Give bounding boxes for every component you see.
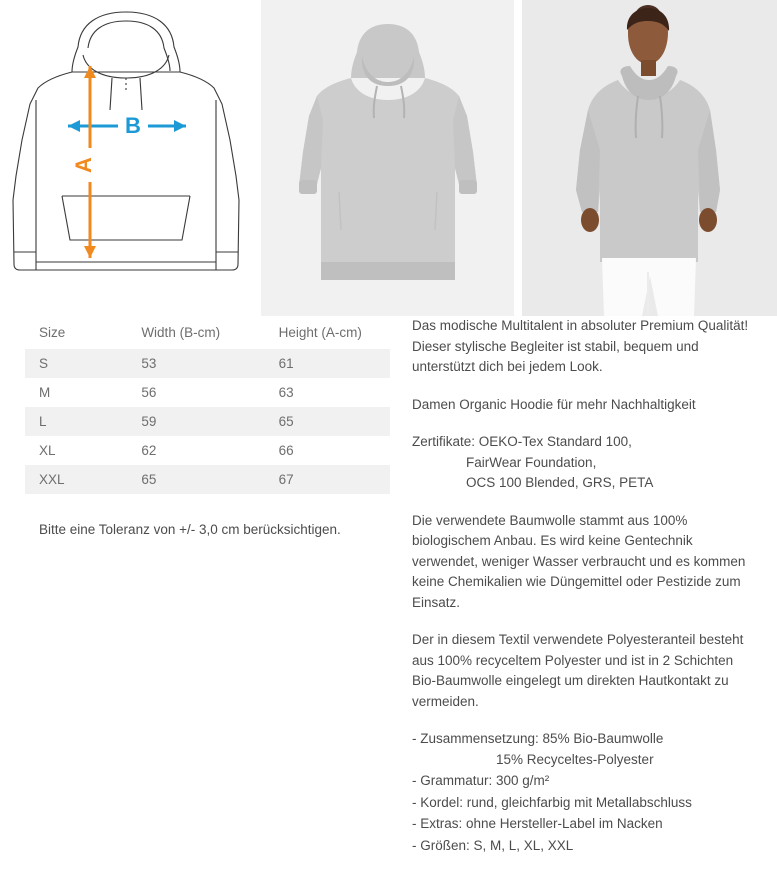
- description-column: [392, 316, 777, 857]
- spec-sizes: - Größen: S, M, L, XL, XXL: [412, 837, 574, 853]
- cell-height: 65: [265, 407, 390, 436]
- cell-size: L: [25, 407, 127, 436]
- size-table: [25, 316, 390, 494]
- cell-width: 59: [127, 407, 264, 436]
- hoodie-technical-drawing: [0, 0, 253, 316]
- certificates-line-2: FairWear Foundation,: [466, 454, 597, 470]
- cell-size: XXL: [25, 465, 127, 494]
- description-intro: Das modische Multitalent in absoluter Premium Qualität! Dieser stylische Begleiter ist stabil, bequem und unterstützt dich bei jedem Look.: [412, 318, 749, 374]
- spec-composition: [412, 729, 759, 770]
- tolerance-note: Bitte eine Toleranz von +/- 3,0 cm berücksichtigen.: [39, 522, 341, 537]
- spec-cord: - Kordel: rund, gleichfarbig mit Metallabschluss: [412, 794, 692, 810]
- measure-a-label: A: [71, 157, 96, 173]
- cell-width: 53: [127, 349, 264, 378]
- spec-composition-line-1: - Zusammensetzung: 85% Bio-Baumwolle: [412, 731, 664, 746]
- spec-list: [412, 729, 759, 856]
- cell-width: 65: [127, 465, 264, 494]
- product-image-strip: [0, 0, 777, 316]
- cell-height: 67: [265, 465, 390, 494]
- table-row: [25, 465, 390, 494]
- header-size: Size: [25, 316, 127, 349]
- header-width: Width (B-cm): [127, 316, 264, 349]
- hoodie-flat-grey: [261, 0, 514, 316]
- product-info-section: [0, 316, 777, 857]
- spec-weight: - Grammatur: 300 g/m²: [412, 773, 550, 788]
- cell-size: XL: [25, 436, 127, 465]
- description-polyester: Der in diesem Textil verwendete Polyesteranteil besteht aus 100% recyceltem Polyester und ist in 2 Schichten Bio-Baumwolle eingelegt um direkten Hautkontakt zu vermeiden.: [412, 632, 744, 709]
- cell-height: 63: [265, 378, 390, 407]
- table-row: [25, 378, 390, 407]
- certificates-line-3: OCS 100 Blended, GRS, PETA: [466, 475, 654, 490]
- certificates-block: [412, 432, 759, 494]
- spec-extras: - Extras: ohne Hersteller-Label im Nacken: [412, 816, 663, 831]
- cell-size: M: [25, 378, 127, 407]
- size-table-header-row: [25, 316, 390, 349]
- hoodie-on-model: [522, 0, 777, 316]
- table-row: [25, 349, 390, 378]
- size-table-column: [0, 316, 392, 857]
- header-height: Height (A-cm): [265, 316, 390, 349]
- spec-composition-line-2: 15% Recyceltes-Polyester: [496, 751, 654, 767]
- cell-width: 56: [127, 378, 264, 407]
- cell-width: 62: [127, 436, 264, 465]
- description-sustainability: Damen Organic Hoodie für mehr Nachhaltigkeit: [412, 396, 696, 412]
- measure-b-label: B: [125, 113, 141, 138]
- cell-size: S: [25, 349, 127, 378]
- description-cotton: Die verwendete Baumwolle stammt aus 100% biologischem Anbau. Es wird keine Gentechnik verwendet, weniger Wasser verbraucht und es kommen keine Chemikalien wie Düngemittel oder Pestizide zum Einsatz.: [412, 512, 746, 610]
- table-row: [25, 407, 390, 436]
- cell-height: 61: [265, 349, 390, 378]
- certificates-line-1: Zertifikate: OEKO-Tex Standard 100,: [412, 434, 632, 449]
- table-row: [25, 436, 390, 465]
- cell-height: 66: [265, 436, 390, 465]
